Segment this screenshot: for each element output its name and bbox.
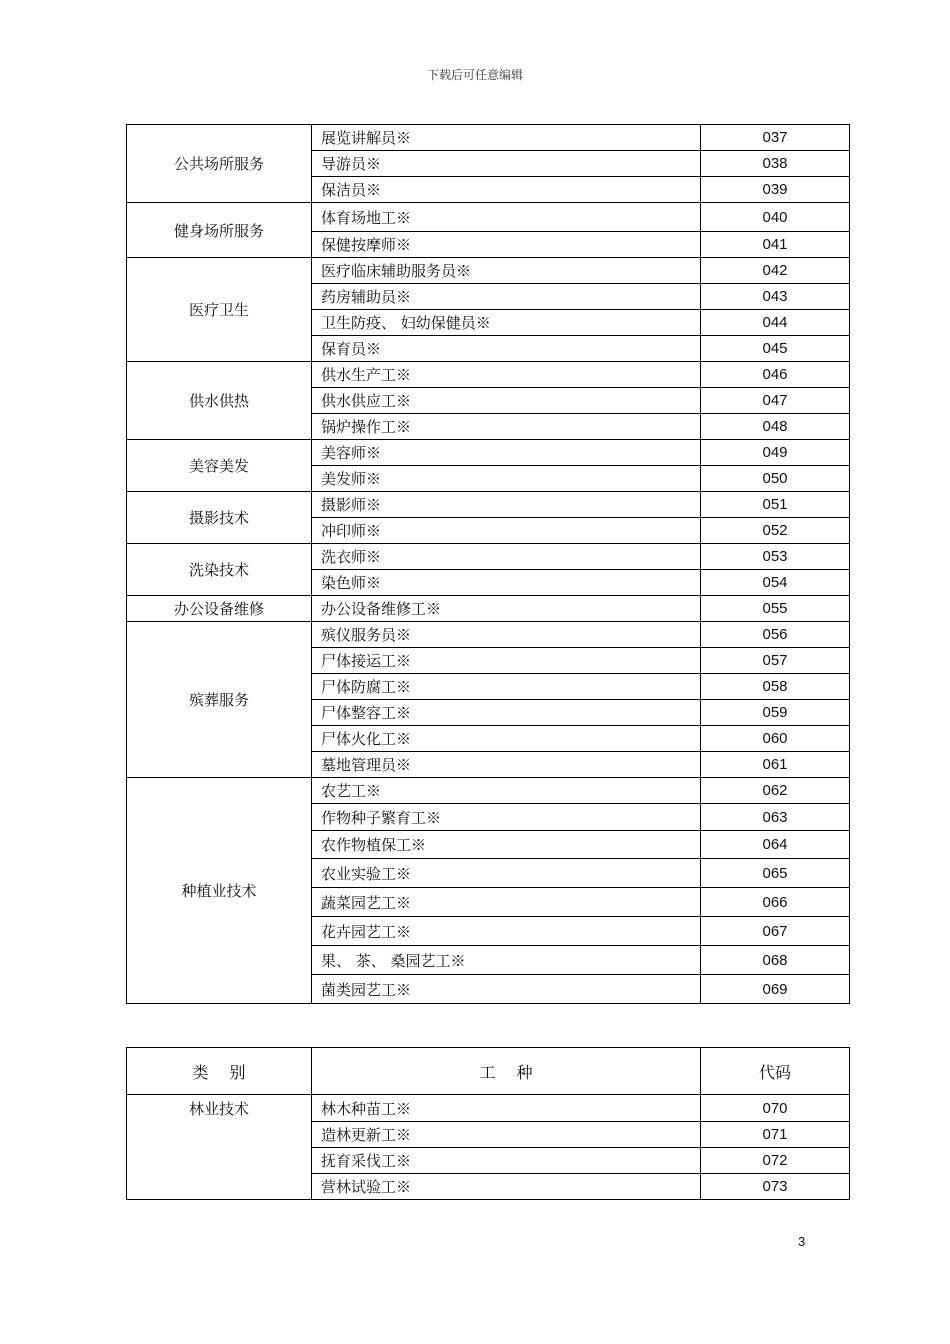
- code-cell: 046: [701, 362, 850, 388]
- header-job: 工 种: [312, 1048, 701, 1095]
- table-row: [127, 258, 850, 284]
- code-cell: 041: [701, 232, 850, 258]
- code-cell: 066: [701, 888, 850, 917]
- job-cell: 花卉园艺工※: [312, 917, 701, 946]
- job-cell: 蔬菜园艺工※: [312, 888, 701, 917]
- code-cell: 057: [701, 648, 850, 674]
- code-cell: 060: [701, 726, 850, 752]
- job-cell: 农艺工※: [312, 778, 701, 804]
- code-cell: 065: [701, 859, 850, 888]
- category-cell: 种植业技术: [127, 778, 312, 1004]
- job-cell: 供水供应工※: [312, 388, 701, 414]
- code-cell: 037: [701, 125, 850, 151]
- code-cell: 072: [701, 1148, 850, 1174]
- code-cell: 050: [701, 466, 850, 492]
- job-cell: 药房辅助员※: [312, 284, 701, 310]
- table-row: [127, 544, 850, 570]
- code-cell: 070: [701, 1095, 850, 1122]
- code-cell: 067: [701, 917, 850, 946]
- category-cell: 健身场所服务: [127, 203, 312, 258]
- code-cell: 058: [701, 674, 850, 700]
- code-cell: 040: [701, 203, 850, 232]
- occupation-table: [126, 124, 850, 1004]
- table-row: [127, 778, 850, 804]
- occupation-table-continued: [126, 1047, 850, 1200]
- table-row: [127, 596, 850, 622]
- page-number: 3: [798, 1234, 806, 1249]
- category-cell: 摄影技术: [127, 492, 312, 544]
- job-cell: 保健按摩师※: [312, 232, 701, 258]
- code-cell: 042: [701, 258, 850, 284]
- job-cell: 医疗临床辅助服务员※: [312, 258, 701, 284]
- job-cell: 保洁员※: [312, 177, 701, 203]
- header-category: 类 别: [127, 1048, 312, 1095]
- job-cell: 美发师※: [312, 466, 701, 492]
- category-cell: 洗染技术: [127, 544, 312, 596]
- job-cell: 农作物植保工※: [312, 831, 701, 859]
- code-cell: 062: [701, 778, 850, 804]
- job-cell: 导游员※: [312, 151, 701, 177]
- table-row: [127, 440, 850, 466]
- table-row: [127, 492, 850, 518]
- job-cell: 殡仪服务员※: [312, 622, 701, 648]
- job-cell: 尸体整容工※: [312, 700, 701, 726]
- code-cell: 068: [701, 946, 850, 975]
- code-cell: 048: [701, 414, 850, 440]
- job-cell: 保育员※: [312, 336, 701, 362]
- code-cell: 063: [701, 804, 850, 831]
- job-cell: 洗衣师※: [312, 544, 701, 570]
- category-cell: 殡葬服务: [127, 622, 312, 778]
- job-cell: 墓地管理员※: [312, 752, 701, 778]
- header-note: 下载后可任意编辑: [426, 68, 523, 82]
- job-cell: 尸体火化工※: [312, 726, 701, 752]
- table-row: [127, 622, 850, 648]
- code-cell: 047: [701, 388, 850, 414]
- code-cell: 053: [701, 544, 850, 570]
- code-cell: 044: [701, 310, 850, 336]
- job-cell: 果、 茶、 桑园艺工※: [312, 946, 701, 975]
- job-cell: 冲印师※: [312, 518, 701, 544]
- category-cell: 医疗卫生: [127, 258, 312, 362]
- code-cell: 064: [701, 831, 850, 859]
- category-cell: 美容美发: [127, 440, 312, 492]
- category-cell: 供水供热: [127, 362, 312, 440]
- code-cell: 049: [701, 440, 850, 466]
- category-cell: 办公设备维修: [127, 596, 312, 622]
- header-code: 代码: [701, 1048, 850, 1095]
- code-cell: 056: [701, 622, 850, 648]
- job-cell: 农业实验工※: [312, 859, 701, 888]
- job-cell: 林木种苗工※: [312, 1095, 701, 1122]
- job-cell: 锅炉操作工※: [312, 414, 701, 440]
- code-cell: 073: [701, 1174, 850, 1200]
- job-cell: 供水生产工※: [312, 362, 701, 388]
- job-cell: 体育场地工※: [312, 203, 701, 232]
- code-cell: 069: [701, 975, 850, 1004]
- job-cell: 菌类园艺工※: [312, 975, 701, 1004]
- code-cell: 059: [701, 700, 850, 726]
- code-cell: 071: [701, 1122, 850, 1148]
- code-cell: 061: [701, 752, 850, 778]
- table-row: [127, 1095, 850, 1122]
- code-cell: 055: [701, 596, 850, 622]
- job-cell: 抚育采伐工※: [312, 1148, 701, 1174]
- job-cell: 卫生防疫、 妇幼保健员※: [312, 310, 701, 336]
- job-cell: 办公设备维修工※: [312, 596, 701, 622]
- table-row: [127, 125, 850, 151]
- job-cell: 染色师※: [312, 570, 701, 596]
- category-cell: 公共场所服务: [127, 125, 312, 203]
- table-row: [127, 362, 850, 388]
- job-cell: 造林更新工※: [312, 1122, 701, 1148]
- job-cell: 尸体接运工※: [312, 648, 701, 674]
- job-cell: 尸体防腐工※: [312, 674, 701, 700]
- job-cell: 美容师※: [312, 440, 701, 466]
- code-cell: 043: [701, 284, 850, 310]
- code-cell: 045: [701, 336, 850, 362]
- code-cell: 038: [701, 151, 850, 177]
- job-cell: 展览讲解员※: [312, 125, 701, 151]
- job-cell: 营林试验工※: [312, 1174, 701, 1200]
- code-cell: 051: [701, 492, 850, 518]
- code-cell: 054: [701, 570, 850, 596]
- job-cell: 摄影师※: [312, 492, 701, 518]
- code-cell: 052: [701, 518, 850, 544]
- table-header-row: [127, 1048, 850, 1095]
- category-cell: 林业技术: [127, 1095, 312, 1200]
- job-cell: 作物种子繁育工※: [312, 804, 701, 831]
- table-row: [127, 203, 850, 232]
- code-cell: 039: [701, 177, 850, 203]
